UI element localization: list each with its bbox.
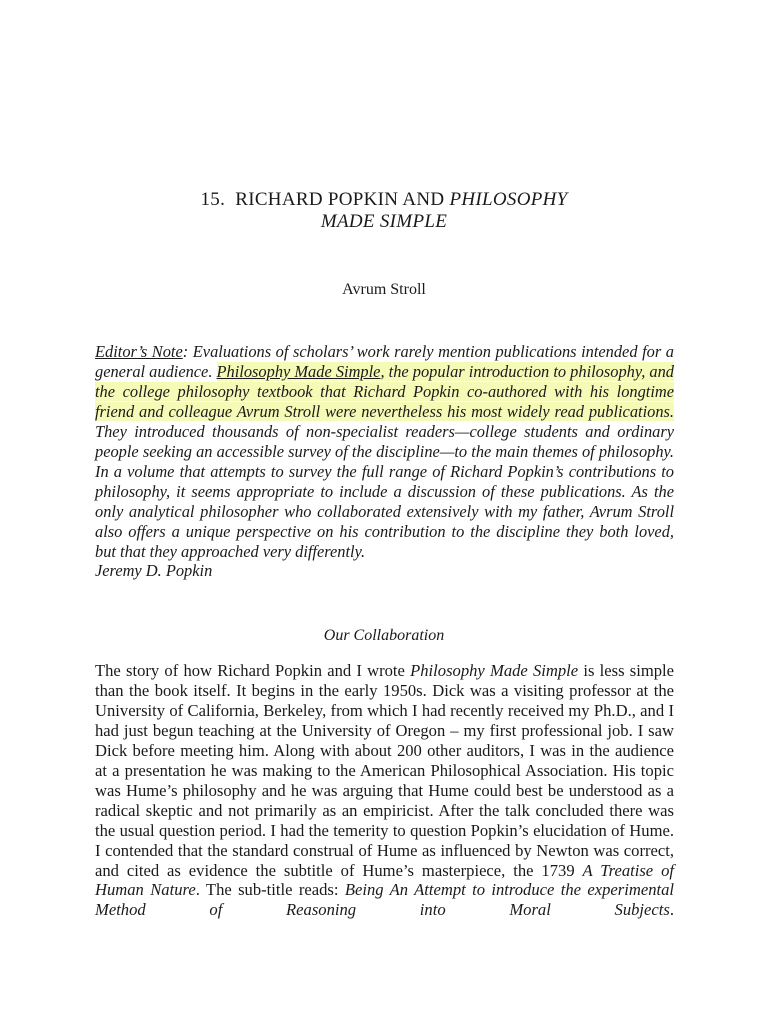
highlighted-text: , the popular introduction to philosophy, and the college philosophy textbook that Richard Popkin co-authored with his longtime friend and colleague Avrum Stroll were nevertheless his most widely read publications. [95,361,674,421]
treatise-title: A Treatise of Human Nature [95,860,674,900]
treatise-subtitle: Being An Attempt to introduce the experimental Method of Reasoning into Moral Subjects [95,880,675,920]
chapter-number: 15. [200,189,226,210]
section-heading: Our Collaboration [323,627,445,644]
chapter-title-italic-1: PHILOSOPHY [449,189,568,210]
author-name: Avrum Stroll [342,281,426,298]
editor-note-signer: Jeremy D. Popkin [95,561,213,581]
editor-note-label: Editor’s Note [95,342,183,361]
body-paragraph: The story of how Richard Popkin and I wrote Philosophy Made Simple is less simple than the book itself. It begins in the early 1950s. Dick was a visiting professor at the University of California, Berkeley, from which I had recently received my Ph.D., and I had just begun teaching at the University of Oregon – my first professional job. I saw Dick before meeting him. Along with about 200 other auditors, I was in the audience at a presentation he was making to the American Philosophical Association. His topic was Hume’s philosophy and he was arguing that Hume could best be understood as a radical skeptic and not primarily as an empiricist. After the talk concluded there was the usual question period. I had the temerity to question Popkin’s elucidation of Hume. I contended that the standard construal of Hume as influenced by Newton was correct, and cited as evidence the subtitle of Hume’s masterpiece, the 1739 A Treatise of Human Nature. The sub-title reads: Being An Attempt to introduce the experimental Method of Reasoning into Moral Subjects. [95,661,675,920]
editor-note-text-2: They introduced thousands of non-specialist readers—college students and ordinary people seeking an accessible survey of the discipline—to the main themes of philosophy. In a volume that attempts to survey the full range of Richard Popkin’s contributions to philosophy, it seems appropriate to include a discussion of these publications. As the only analytical philosopher who collaborated extensively with my father, Avrum Stroll also offers a unique perspective on his contribution to the discipline they both loved, but that they approached very differently. [95,421,674,561]
chapter-title-plain: RICHARD POPKIN AND [235,189,445,210]
highlighted-book-title: Philosophy Made Simple [216,361,381,381]
chapter-title-italic-2: MADE SIMPLE [320,211,448,232]
chapter-title [0,189,768,233]
book-title: Philosophy Made Simple [410,661,579,680]
editor-note-text-1: Evaluations of scholars’ work rarely mention publications intended for a general audience. [95,342,674,381]
editor-note: Editor’s Note: Evaluations of scholars’ work rarely mention publications intended for a general audience. Philosophy Made Simple, the popular introduction to philosophy, and the college philosophy textbook that Richard Popkin co-authored with his longtime friend and colleague Avrum Stroll were nevertheless his most widely read publications. They introduced thousands of non-specialist readers—college students and ordinary people seeking an accessible survey of the discipline—to the main themes of philosophy. In a volume that attempts to survey the full range of Richard Popkin’s contributions to philosophy, it seems appropriate to include a discussion of these publications. As the only analytical philosopher who collaborated extensively with my father, Avrum Stroll also offers a unique perspective on his contribution to the discipline they both loved, but that they approached very differently. Jeremy D. Popkin [95,342,674,581]
